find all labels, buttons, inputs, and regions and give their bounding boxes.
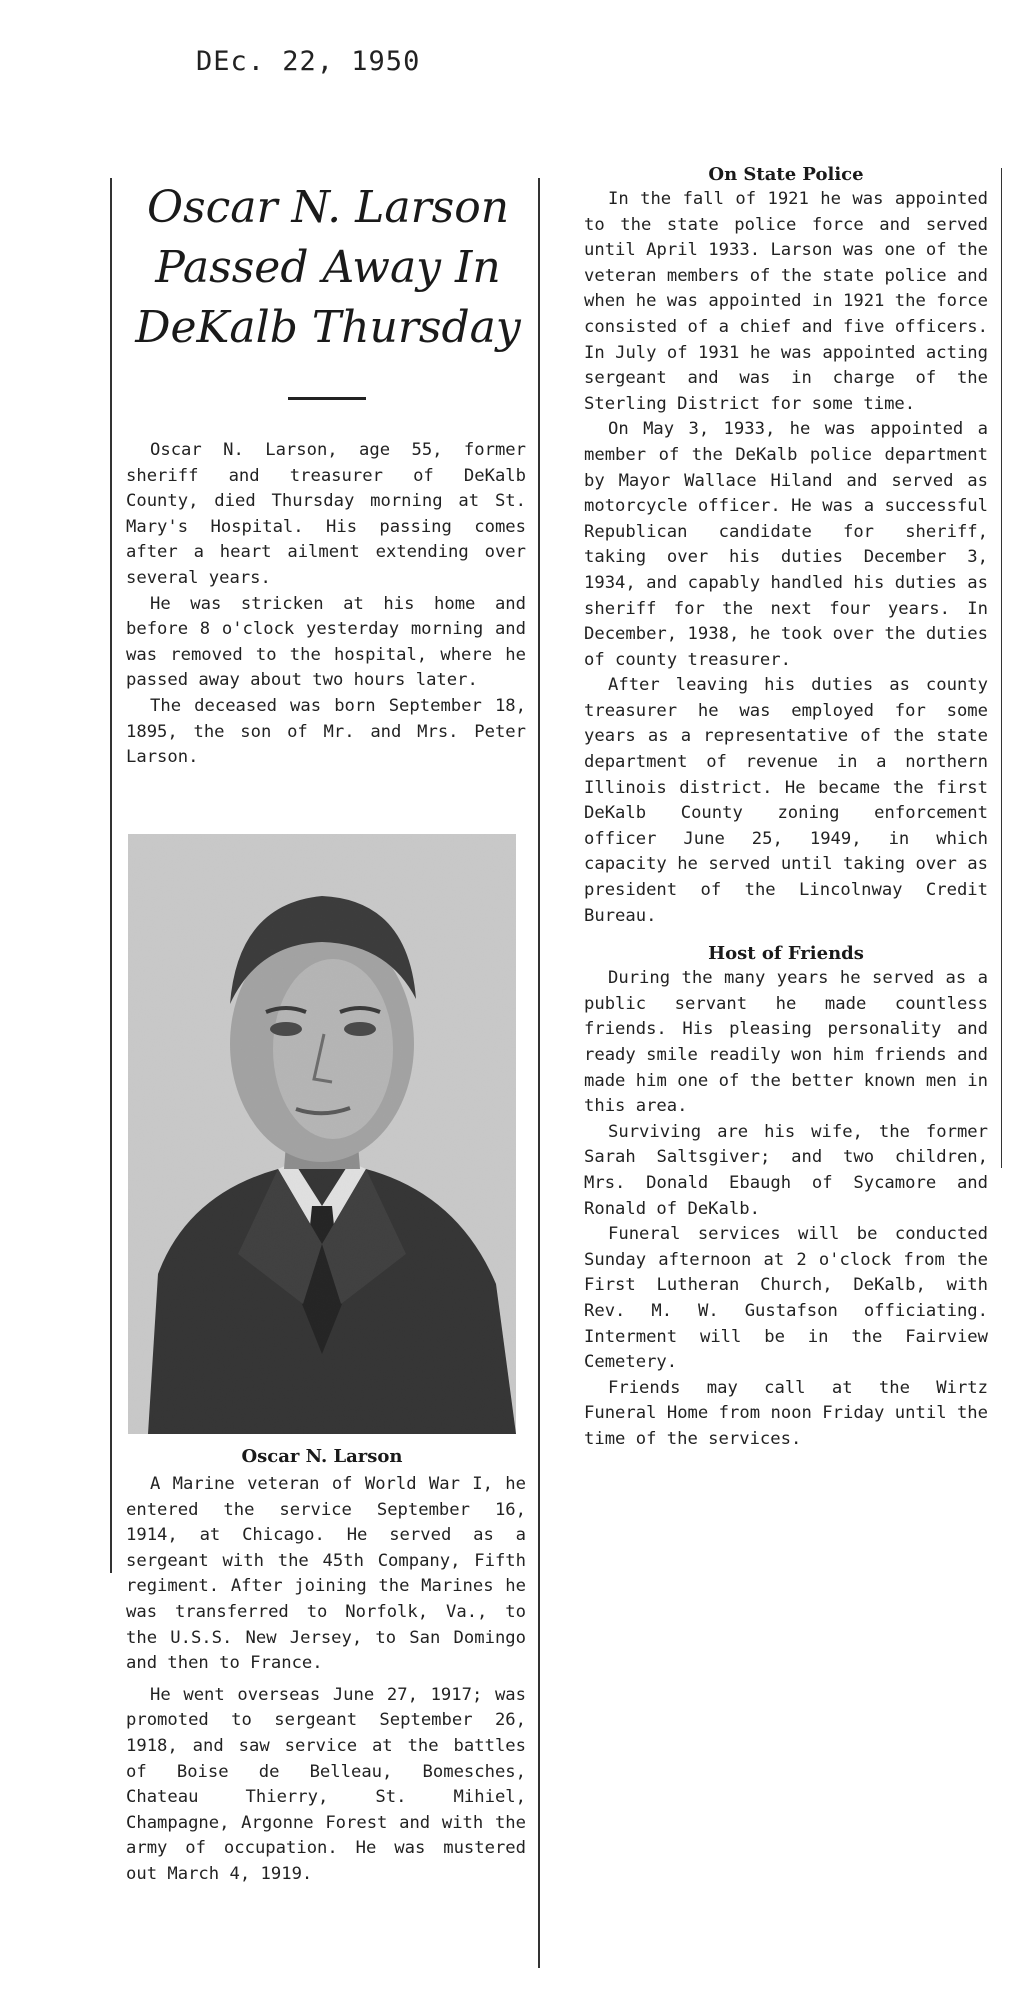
right-column — [584, 162, 988, 1453]
paragraph: Oscar N. Larson, age 55, former sheriff and treasurer of DeKalb County, died Thursday morning at St. Mary's Hospital. His passing comes after a heart ailment extending over several years. — [126, 440, 526, 588]
center-column-rule — [538, 178, 540, 1968]
date-stamp: DEc. 22, 1950 — [196, 46, 421, 77]
subhead-host-of-friends: Host of Friends — [708, 943, 864, 965]
paragraph: He went overseas June 27, 1917; was promoted to sergeant September 26, 1918, and saw service at the battles of Boise de Belleau, Bomesches, Chateau Thierry, St. Mihiel, Champagne, Argonne Forest and with the army of occupation. He was mustered out March 4, 1919. — [126, 1684, 526, 1884]
paragraph: Funeral services will be conducted Sunday afternoon at 2 o'clock from the First Lutheran Church, DeKalb, with Rev. M. W. Gustafson officiating. Interment will be in the Fairview Cemetery. — [584, 1224, 988, 1373]
headline-line-2: Passed Away In — [155, 242, 501, 293]
photo-caption: Oscar N. Larson — [241, 1446, 403, 1467]
headline-line-3: DeKalb Thursday — [135, 302, 521, 353]
right-border-rule — [1001, 168, 1002, 1168]
paragraph: A Marine veteran of World War I, he entered the service September 16, 1914, at Chicago. He served as a sergeant with the 45th Company, Fifth regiment. After joining the Marines he was transferred to Norfolk, Va., to the U.S.S. New Jersey, to San Domingo and then to France. — [126, 1474, 526, 1674]
headline — [118, 178, 538, 358]
portrait-illustration — [128, 834, 516, 1434]
paragraph: After leaving his duties as county treasurer he was employed for some years as a representative of the state department of revenue in a northern Illinois district. He became the first DeKalb County zoning enforcement officer June 25, 1949, in which capacity he served until taking over as president of the Lincolnway Credit Bureau. — [584, 675, 988, 926]
paragraph: On May 3, 1933, he was appointed a member of the DeKalb police department by Mayor Wallace Hiland and served as motorcycle officer. He was a successful Republican candidate for sheriff, taking over his duties December 3, 1934, and capably handled his duties as sheriff for the next four years. In December, 1938, he took over the duties of county treasurer. — [584, 419, 988, 670]
paragraph: Friends may call at the Wirtz Funeral Home from noon Friday until the time of the services. — [584, 1377, 988, 1449]
portrait-photo — [128, 834, 516, 1434]
paragraph: The deceased was born September 18, 1895, the son of Mr. and Mrs. Peter Larson. — [126, 695, 526, 768]
headline-line-1: Oscar N. Larson — [146, 182, 510, 233]
paragraph: He was stricken at his home and before 8 o'clock yesterday morning and was removed to the hospital, where he passed away about two hours later. — [126, 593, 526, 691]
left-column-bottom — [126, 1472, 526, 1888]
left-column-top — [126, 438, 526, 771]
left-border-rule — [110, 178, 112, 1573]
subhead-state-police: On State Police — [708, 164, 864, 185]
headline-divider — [288, 397, 366, 400]
paragraph: During the many years he served as a public servant he made countless friends. His pleasing personality and ready smile readily won him friends and made him one of the better known men in this area. — [584, 968, 988, 1117]
paragraph: Surviving are his wife, the former Sarah Saltsgiver; and two children, Mrs. Donald Ebaugh of Sycamore and Ronald of DeKalb. — [584, 1121, 988, 1219]
paragraph: In the fall of 1921 he was appointed to the state police force and served until April 1933. Larson was one of the veteran members of the state police and when he was appointed in 1921 the force consisted of a chief and five officers. In July of 1931 he was appointed acting sergeant and was in charge of the Sterling District for some time. — [584, 189, 988, 414]
